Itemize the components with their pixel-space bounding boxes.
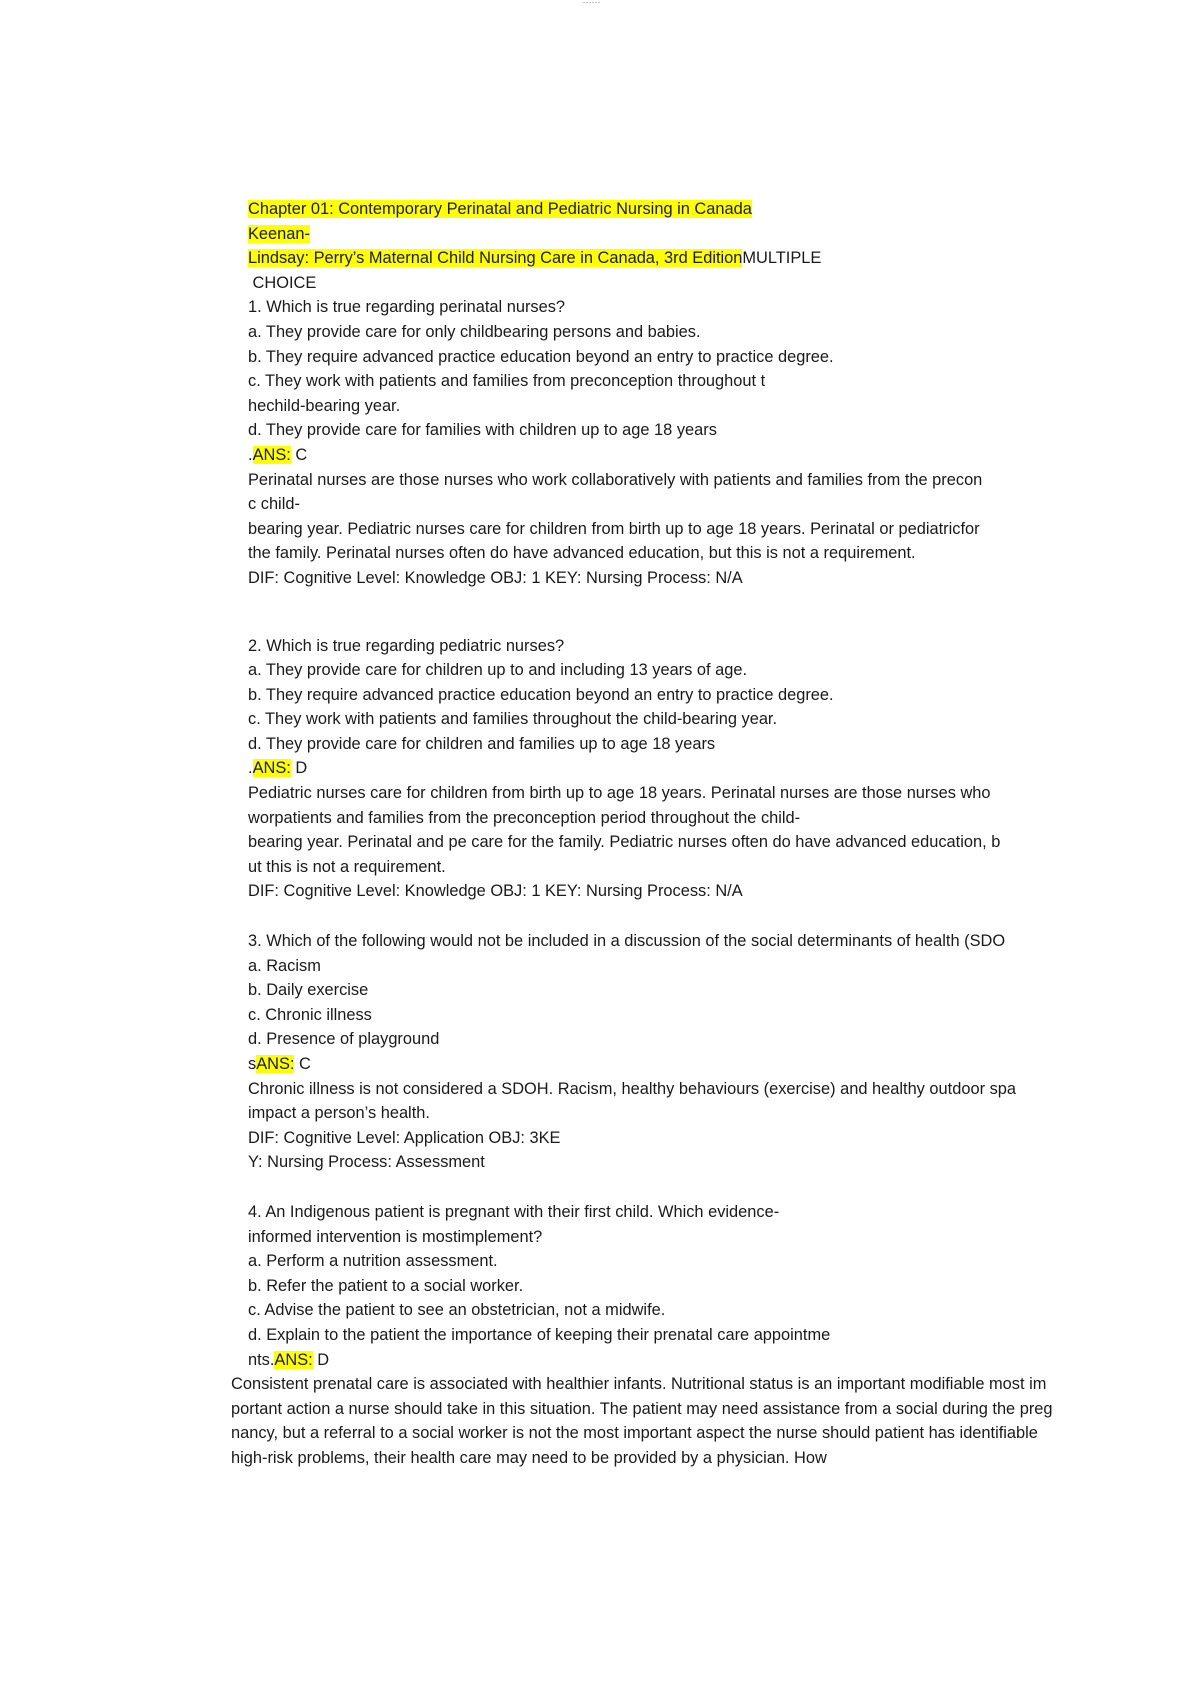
option-c: c. They work with patients and families throughout the child-bearing year. bbox=[248, 710, 778, 729]
question-3 bbox=[248, 929, 1148, 1175]
page-mark: ------ bbox=[583, 0, 601, 6]
question-1 bbox=[248, 295, 1148, 590]
rationale: worpatients and families from the preconception period throughout the child- bbox=[248, 808, 801, 827]
answer-prefix: . bbox=[248, 759, 253, 778]
question-stem-cont: informed intervention is mostimplement? bbox=[248, 1227, 543, 1246]
option-d: d. Presence of playground bbox=[248, 1030, 440, 1049]
book-title-text: Lindsay: Perry’s Maternal Child Nursing Care in Canada, 3rd Edition bbox=[248, 249, 743, 268]
option-a: a. They provide care for only childbearing persons and babies. bbox=[248, 322, 701, 341]
option-b: b. They require advanced practice education beyond an entry to practice degree. bbox=[248, 685, 834, 704]
question-stem: 4. An Indigenous patient is pregnant with their first child. Which evidence- bbox=[248, 1202, 780, 1221]
option-d: d. They provide care for children and families up to age 18 years bbox=[248, 734, 716, 753]
author-line bbox=[248, 222, 1148, 247]
answer-value: D bbox=[312, 1350, 330, 1369]
option-c: c. Chronic illness bbox=[248, 1005, 372, 1024]
book-title-line bbox=[248, 246, 1148, 271]
question-4 bbox=[231, 1200, 1148, 1471]
rationale: c child- bbox=[248, 495, 300, 514]
answer-label: ANS: bbox=[252, 759, 291, 778]
option-b: b. Daily exercise bbox=[248, 981, 369, 1000]
answer-prefix: . bbox=[248, 445, 253, 464]
chapter-title-text: Chapter 01: Contemporary Perinatal and Pediatric Nursing in Canada bbox=[248, 200, 752, 218]
section-label-cont: CHOICE bbox=[248, 273, 317, 292]
rationale: impact a person’s health. bbox=[248, 1104, 430, 1123]
metadata-line-cont: Y: Nursing Process: Assessment bbox=[248, 1153, 485, 1172]
rationale: ut this is not a requirement. bbox=[248, 857, 446, 876]
answer-value: C bbox=[290, 445, 308, 464]
option-a: a. Perform a nutrition assessment. bbox=[248, 1252, 498, 1271]
rationale: portant action a nurse should take in this situation. The patient may need assistance from a social during the preg bbox=[231, 1399, 1053, 1418]
option-d: d. They provide care for families with children up to age 18 years bbox=[248, 421, 717, 440]
answer-line bbox=[248, 1052, 1148, 1077]
rationale: Consistent prenatal care is associated with healthier infants. Nutritional status is an important modifiable most im bbox=[231, 1375, 1047, 1394]
author-text: Keenan- bbox=[248, 224, 310, 243]
answer-value: C bbox=[294, 1055, 311, 1073]
document-body bbox=[231, 197, 1148, 1471]
option-c: c. They work with patients and families from preconception throughout t bbox=[248, 372, 766, 391]
metadata-line: DIF: Cognitive Level: Knowledge OBJ: 1 KEY: Nursing Process: N/A bbox=[248, 882, 743, 901]
rationale: high-risk problems, their health care may need to be provided by a physician. How bbox=[231, 1448, 827, 1467]
rationale: bearing year. Pediatric nurses care for children from birth up to age 18 years. Perinatal or pediatricfor bbox=[248, 519, 980, 538]
answer-line bbox=[248, 1348, 1148, 1373]
question-stem: 2. Which is true regarding pediatric nurses? bbox=[248, 636, 565, 655]
rationale: Chronic illness is not considered a SDOH. Racism, healthy behaviours (exercise) and healthy outdoor spa bbox=[248, 1079, 1017, 1098]
option-d: d. Explain to the patient the importance of keeping their prenatal care appointme bbox=[248, 1325, 831, 1344]
answer-label: ANS: bbox=[256, 1055, 295, 1073]
metadata-line: DIF: Cognitive Level: Knowledge OBJ: 1 KEY: Nursing Process: N/A bbox=[248, 568, 743, 587]
option-b: b. Refer the patient to a social worker. bbox=[248, 1276, 524, 1295]
rationale: bearing year. Perinatal and pe care for the family. Pediatric nurses often do have advanced education, b bbox=[248, 833, 1001, 852]
answer-value: D bbox=[290, 759, 308, 778]
option-b: b. They require advanced practice education beyond an entry to practice degree. bbox=[248, 347, 834, 366]
answer-line bbox=[248, 756, 1148, 781]
option-a: a. They provide care for children up to and including 13 years of age. bbox=[248, 661, 748, 680]
rationale: the family. Perinatal nurses often do have advanced education, but this is not a requirement. bbox=[248, 544, 916, 563]
option-a: a. Racism bbox=[248, 956, 321, 975]
option-c-cont: hechild-bearing year. bbox=[248, 396, 401, 415]
option-d-cont: nts. bbox=[248, 1350, 275, 1369]
rationale: nancy, but a referral to a social worker is not the most important aspect the nurse should patient has identifiable bbox=[231, 1424, 1038, 1443]
answer-label: ANS: bbox=[274, 1350, 313, 1369]
question-stem: 3. Which of the following would not be included in a discussion of the social determinants of health (SDO bbox=[248, 932, 1006, 951]
rationale: Perinatal nurses are those nurses who work collaboratively with patients and families from the precon bbox=[248, 470, 983, 489]
question-2 bbox=[248, 634, 1148, 905]
rationale: Pediatric nurses care for children from birth up to age 18 years. Perinatal nurses are those nurses who bbox=[248, 784, 991, 803]
metadata-line: DIF: Cognitive Level: Application OBJ: 3KE bbox=[248, 1128, 561, 1147]
section-label: MULTIPLE bbox=[742, 249, 822, 268]
option-c: c. Advise the patient to see an obstetrician, not a midwife. bbox=[248, 1301, 666, 1320]
chapter-title bbox=[248, 197, 1148, 222]
answer-label: ANS: bbox=[252, 445, 291, 464]
answer-prefix: s bbox=[248, 1055, 257, 1073]
rationale-block bbox=[231, 1372, 1161, 1470]
question-stem: 1. Which is true regarding perinatal nurses? bbox=[248, 298, 566, 317]
answer-line bbox=[248, 443, 1148, 468]
